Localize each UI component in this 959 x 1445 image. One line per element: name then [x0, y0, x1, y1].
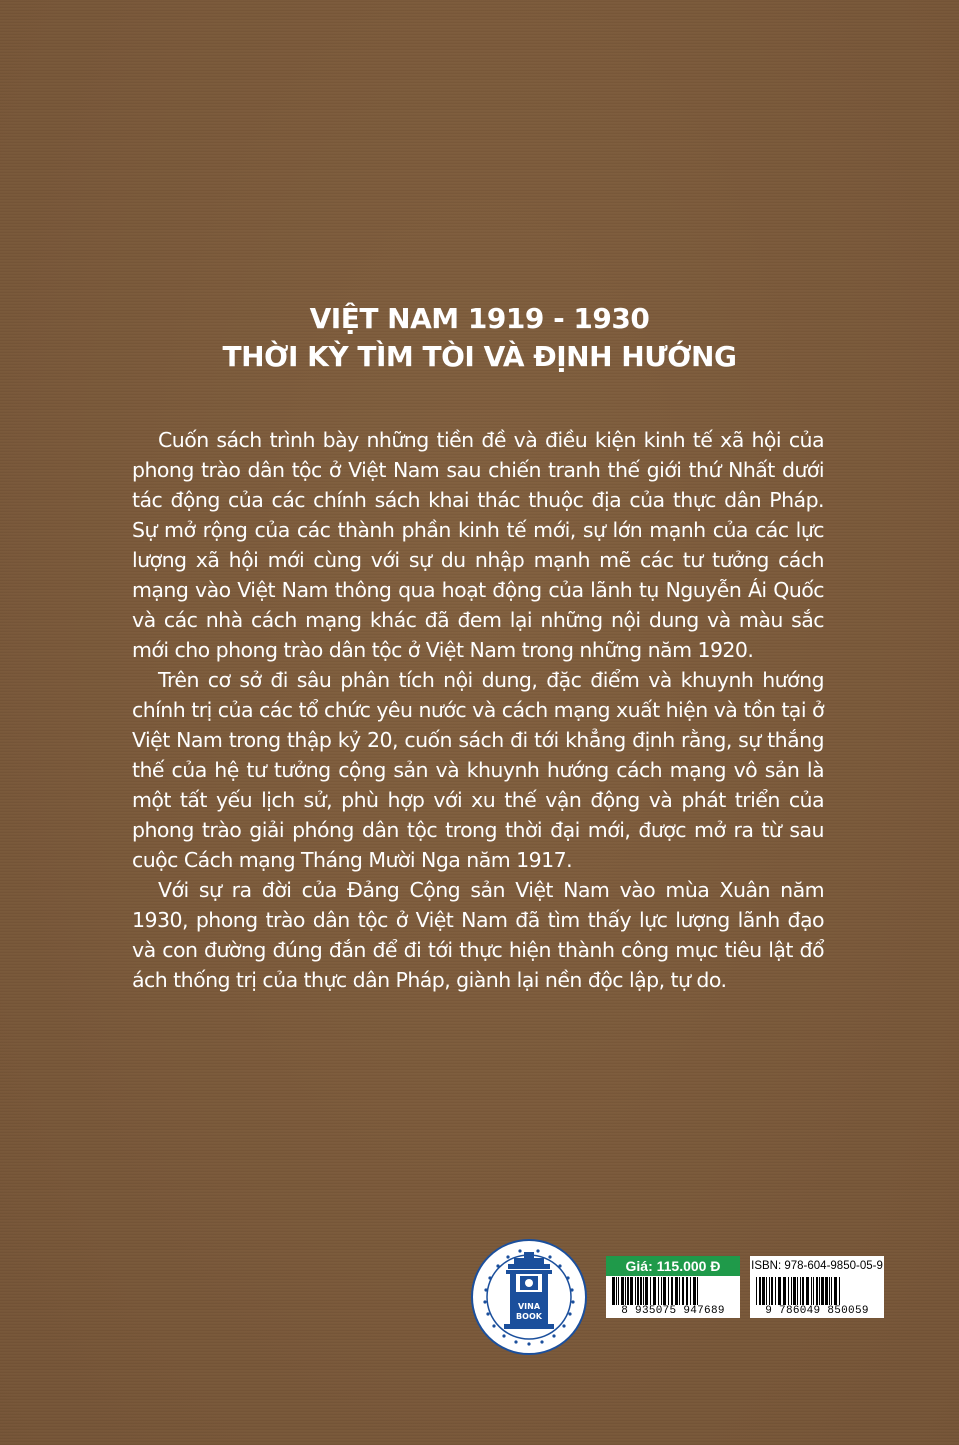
title-line-2: THỜI KỲ TÌM TÒI VÀ ĐỊNH HƯỚNG [222, 340, 737, 373]
isbn-barcode-box [750, 1256, 884, 1318]
isbn-barcode-digits: 9 786049 850059 [765, 1305, 869, 1317]
barcode-icon [754, 1277, 880, 1305]
price-barcode-box [606, 1256, 740, 1318]
blurb-paragraph-1: Cuốn sách trình bày những tiền đề và điều kiện kinh tế xã hội của phong trào dân tộc ở Việt Nam sau chiến tranh thế giới thứ Nhất dưới tác động của các chính sách khai thác thuộc địa của thực dân Pháp. Sự mở rộng của các thành phần kinh tế mới, sự lớn mạnh của các lực lượng xã hội mới cùng với sự du nhập mạnh mẽ các tư tưởng cách mạng vào Việt Nam thông qua hoạt động của lãnh tụ Nguyễn Ái Quốc và các nhà cách mạng khác đã đem lại những nội dung và màu sắc mới cho phong trào dân tộc ở Việt Nam trong những năm 1920. [132, 428, 824, 662]
barcode-icon [610, 1277, 736, 1305]
isbn-label: ISBN: 978-604-9850-05-9 [751, 1260, 883, 1272]
seal-text-top: VINA [517, 1302, 541, 1311]
blurb-text [132, 425, 824, 995]
price-tag: Giá: 115.000 Đ [606, 1256, 740, 1276]
book-title [0, 300, 959, 376]
title-line-1: VIỆT NAM 1919 - 1930 [309, 302, 650, 335]
publisher-seal-icon [470, 1238, 588, 1356]
blurb-paragraph-3: Với sự ra đời của Đảng Cộng sản Việt Nam vào mùa Xuân năm 1930, phong trào dân tộc ở Việt Nam đã tìm thấy lực lượng lãnh đạo và con đường đúng đắn để đi tới thực hiện thành công mục tiêu lật đổ ách thống trị của thực dân Pháp, giành lại nền độc lập, tự do. [132, 878, 824, 992]
price-barcode-digits: 8 935075 947689 [621, 1305, 725, 1317]
seal-text-bottom: BOOK [516, 1312, 542, 1321]
blurb-paragraph-2: Trên cơ sở đi sâu phân tích nội dung, đặc điểm và khuynh hướng chính trị của các tổ chức yêu nước và cách mạng xuất hiện và tồn tại ở Việt Nam trong thập kỷ 20, cuốn sách đi tới khẳng định rằng, sự thắng thế của hệ tư tưởng cộng sản và khuynh hướng cách mạng vô sản là một tất yếu lịch sử, phù hợp với xu thế vận động và phát triển của phong trào giải phóng dân tộc trong thời đại mới, được mở ra từ sau cuộc Cách mạng Tháng Mười Nga năm 1917. [132, 668, 824, 872]
